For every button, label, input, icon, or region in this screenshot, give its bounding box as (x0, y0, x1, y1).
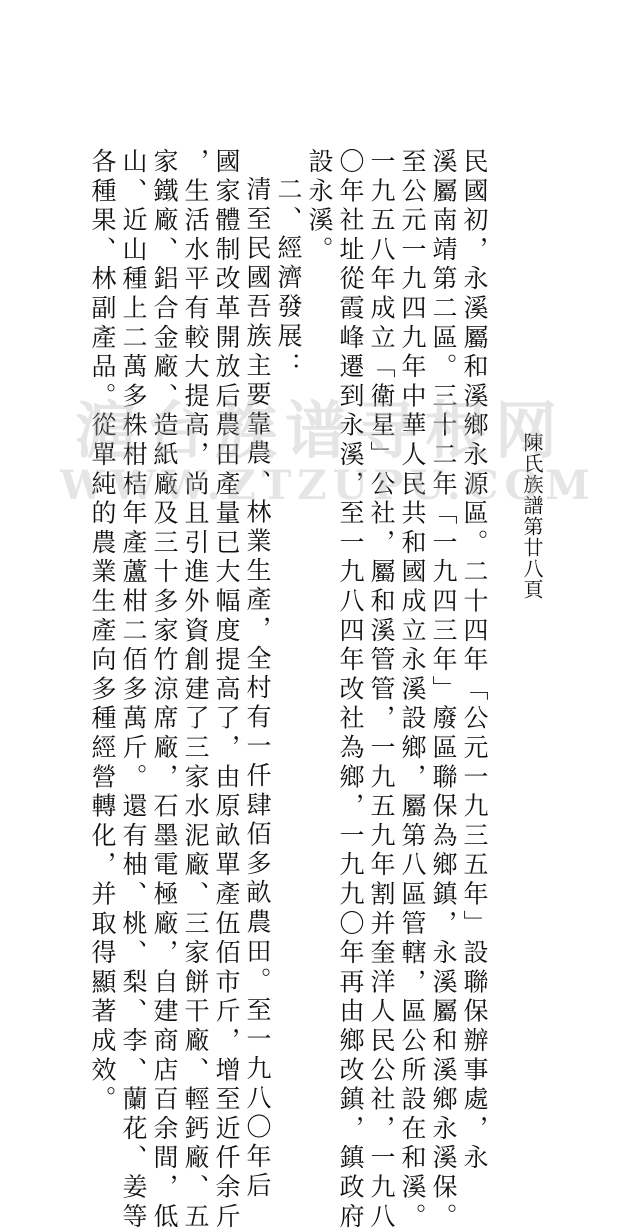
text-column-4: 一九五八年成立「衛星」公社，屬和溪管管，一九五九年割并奎洋人民公社，一九八 (367, 148, 396, 1232)
watermark-url: WWW.ZTZUPU.COM (60, 462, 596, 509)
text-column-11: 家鐵廠、鋁合金廠、造紙廠及三十多家竹涼席廠，石墨電極廠，自建商店百余間，低 (150, 148, 179, 1232)
text-column-3: 至公元一九四九年中華人民共和國成立永溪設鄉，屬第八區管轄，區公所設在和溪。 (398, 148, 427, 1232)
page-header: 陳氏族譜第廿八頁 (520, 432, 544, 600)
section-heading: 二、經濟發展： (274, 176, 303, 382)
text-column-9: 國家體制改革開放后農田產量已大幅度提高了，由原畝單產伍佰市斤，增至近仟余斤 (212, 148, 241, 1232)
text-column-8: 清至民國吾族主要靠農、林業生產，全村有一仟肆佰多畝農田。至一九八〇年后 (243, 176, 272, 1202)
text-column-13: 各種果、林副產品。從單純的農業生產向多種經營轉化，并取得顯著成效。 (88, 148, 117, 1115)
text-column-1: 民國初，永溪屬和溪鄉永源區。二十四年「公元一九三五年」設聯保辦事處，永 (460, 148, 489, 1174)
text-column-6: 設永溪。 (305, 148, 334, 266)
text-column-10: ，生活水平有較大提高，尚且引進外資創建了三家水泥廠、三家餅干廠、輕鈣廠、五 (181, 148, 210, 1232)
text-column-2: 溪屬南靖第二區。三十二年「一九四三年」廢區聯保為鄉鎮，永溪屬和溪鄉永溪保。 (429, 148, 458, 1232)
text-column-5: 〇年社址從霞峰遷到永溪，至一九八四年改社為鄉，一九九〇年再由鄉改鎮，鎮政府 (336, 148, 365, 1232)
watermark-chinese: 滬台族谱寻根网 (74, 394, 565, 467)
text-column-12: 山、近山種上二萬多株柑桔年產蘆柑二佰多萬斤。還有柚、桃、梨、李、蘭花、姜等 (119, 148, 148, 1232)
